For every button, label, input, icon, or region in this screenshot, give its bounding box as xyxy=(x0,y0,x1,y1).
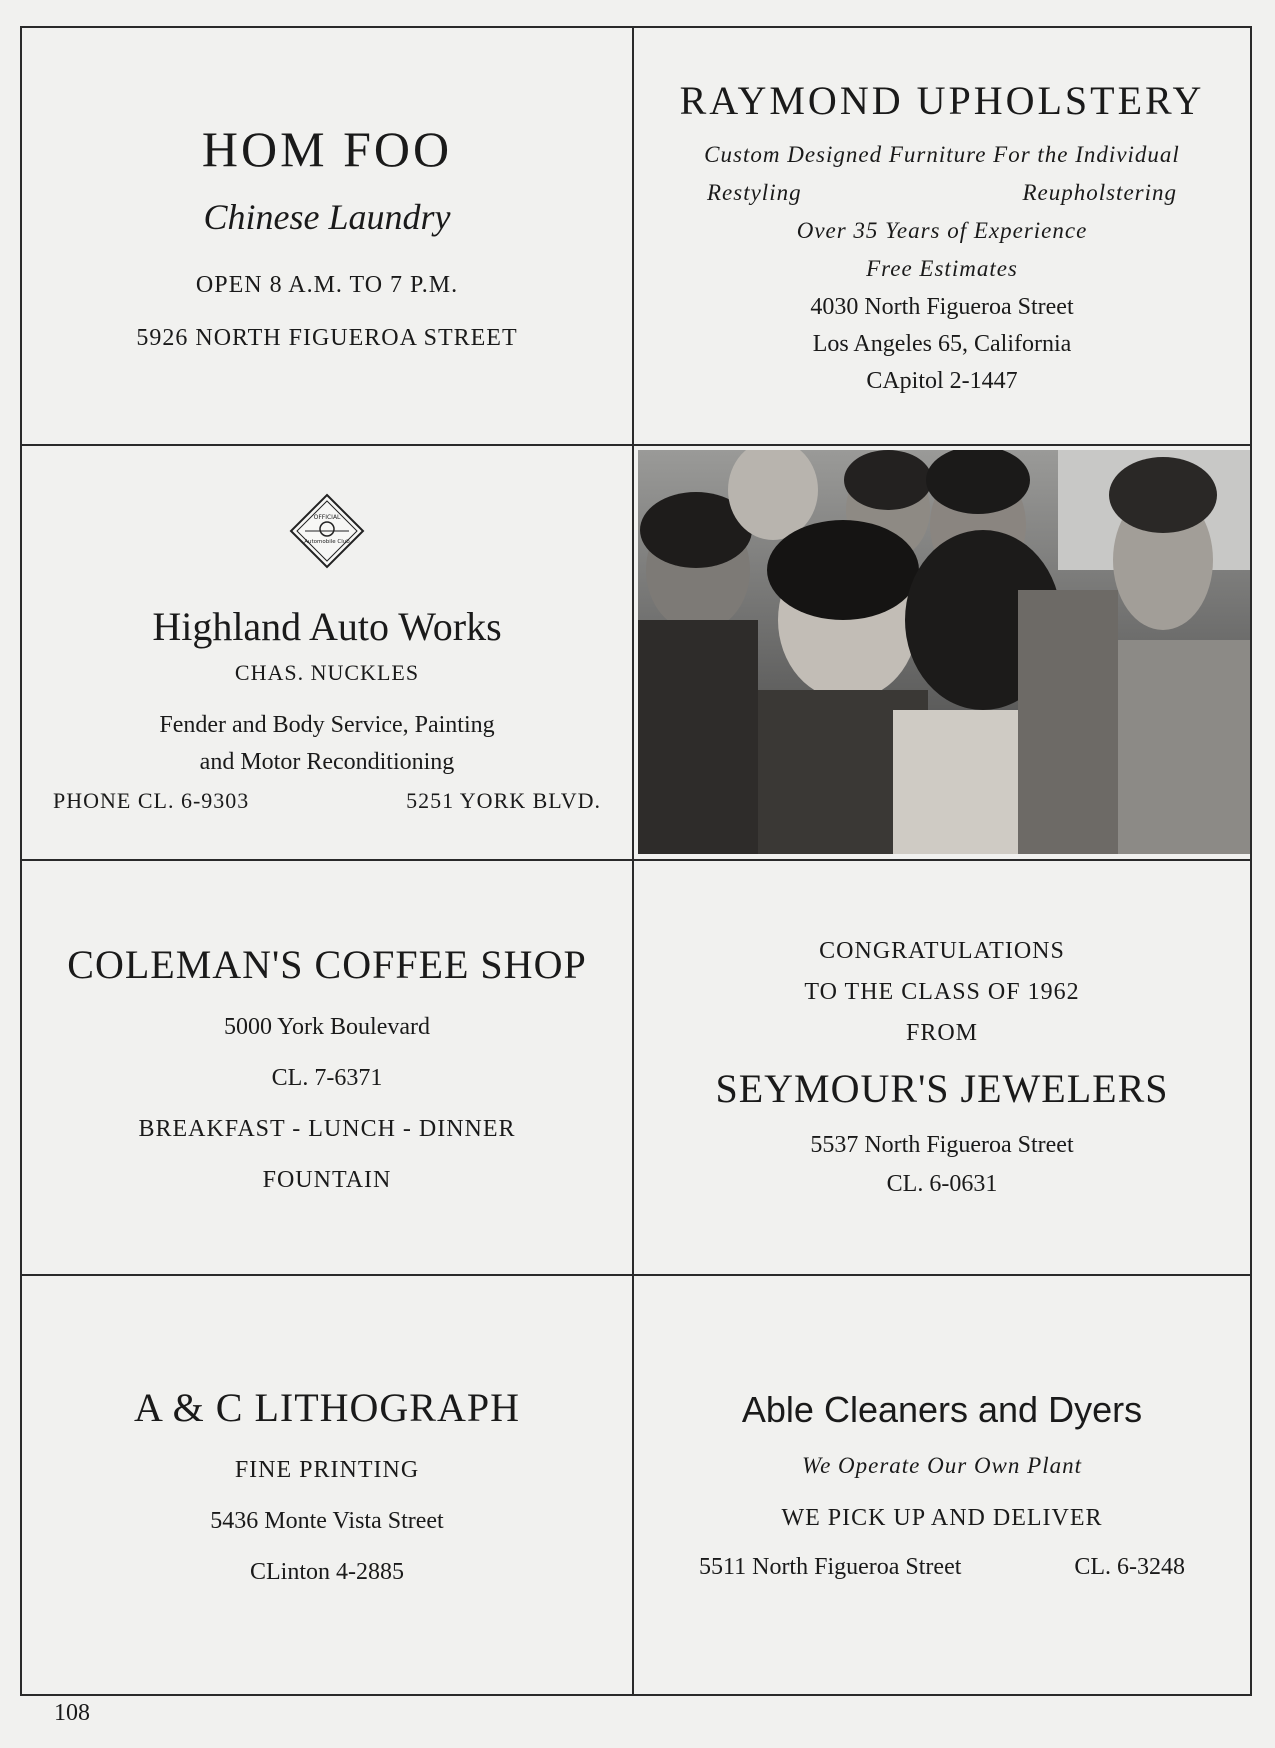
raymond-address: 4030 North Figueroa Street xyxy=(810,294,1074,320)
able-contact-row xyxy=(699,1554,1185,1581)
raymond-estimates: Free Estimates xyxy=(866,256,1018,281)
highland-address: 5251 YORK BLVD. xyxy=(406,788,601,813)
coleman-phone: CL. 7-6371 xyxy=(271,1065,383,1091)
hom-foo-subtitle: Chinese Laundry xyxy=(203,197,451,237)
ac-service: FINE PRINTING xyxy=(234,1457,420,1483)
seymour-class: TO THE CLASS OF 1962 xyxy=(804,978,1080,1005)
coleman-extra: FOUNTAIN xyxy=(262,1167,392,1193)
ad-seymours-jewelers xyxy=(634,861,1250,1274)
students-group-photo xyxy=(638,450,1250,854)
seymour-phone: CL. 6-0631 xyxy=(886,1170,998,1197)
photo-illustration xyxy=(638,450,1250,854)
ac-phone: CLinton 4-2885 xyxy=(250,1559,404,1585)
highland-name: Highland Auto Works xyxy=(152,604,502,649)
ac-address: 5436 Monte Vista Street xyxy=(210,1508,444,1534)
seymour-address: 5537 North Figueroa Street xyxy=(810,1131,1074,1158)
hom-foo-address: 5926 NORTH FIGUEROA STREET xyxy=(136,325,518,351)
seymour-name: SEYMOUR'S JEWELERS xyxy=(715,1065,1169,1111)
raymond-phone: CApitol 2-1447 xyxy=(866,368,1018,394)
seymour-from: FROM xyxy=(905,1019,979,1046)
ad-highland-auto-works xyxy=(22,446,632,859)
coleman-meals: BREAKFAST - LUNCH - DINNER xyxy=(138,1116,516,1142)
raymond-reupholstering: Reupholstering xyxy=(1022,180,1177,205)
ad-ac-lithograph xyxy=(22,1276,632,1694)
raymond-services xyxy=(707,180,1177,206)
highland-owner: CHAS. NUCKLES xyxy=(234,660,420,685)
highland-contact-row xyxy=(53,788,601,814)
raymond-name: RAYMOND UPHOLSTERY xyxy=(679,78,1205,123)
raymond-experience: Over 35 Years of Experience xyxy=(796,218,1088,243)
able-name: Able Cleaners and Dyers xyxy=(741,1389,1143,1430)
svg-text:Automobile Club: Automobile Club xyxy=(304,539,350,545)
raymond-restyling: Restyling xyxy=(707,180,802,205)
highland-services-2: and Motor Reconditioning xyxy=(199,749,455,775)
highland-services-1: Fender and Body Service, Painting xyxy=(159,712,495,738)
auto-club-emblem xyxy=(287,491,367,575)
ad-raymond-upholstery xyxy=(634,28,1250,444)
hom-foo-hours: OPEN 8 A.M. TO 7 P.M. xyxy=(195,272,459,298)
able-phone: CL. 6-3248 xyxy=(1074,1554,1185,1580)
able-address: 5511 North Figueroa Street xyxy=(699,1554,962,1580)
svg-text:OFFICIAL: OFFICIAL xyxy=(313,514,341,521)
ac-name: A & C LITHOGRAPH xyxy=(133,1385,521,1430)
coleman-address: 5000 York Boulevard xyxy=(223,1014,430,1040)
seymour-congratulations: CONGRATULATIONS xyxy=(819,937,1065,964)
ad-hom-foo xyxy=(22,28,632,444)
coleman-name: COLEMAN'S COFFEE SHOP xyxy=(67,942,587,987)
ad-able-cleaners xyxy=(634,1276,1250,1694)
auto-club-diamond-icon xyxy=(287,491,367,571)
raymond-city: Los Angeles 65, California xyxy=(812,331,1072,357)
highland-phone: PHONE CL. 6-9303 xyxy=(53,788,250,813)
raymond-tagline: Custom Designed Furniture For the Individual xyxy=(704,142,1180,167)
hom-foo-name: HOM FOO xyxy=(201,121,453,177)
ad-colemans-coffee-shop xyxy=(22,861,632,1274)
able-service: WE PICK UP AND DELIVER xyxy=(781,1505,1103,1531)
able-tagline: We Operate Our Own Plant xyxy=(802,1453,1082,1478)
page-number: 108 xyxy=(54,1700,90,1726)
